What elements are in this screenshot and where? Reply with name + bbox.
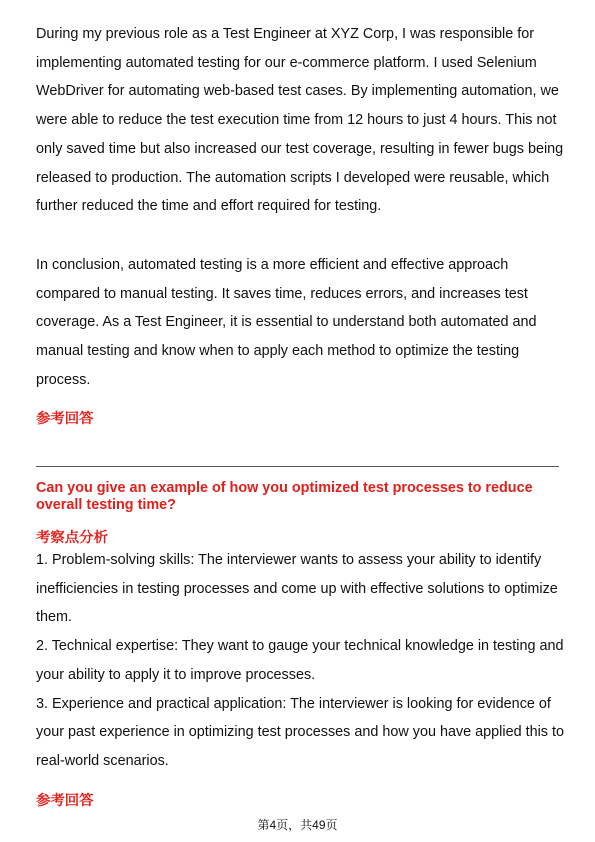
analysis-label: 考察点分析 (36, 530, 108, 546)
page-number-footer: 第4页，共49页 (257, 818, 338, 832)
analysis-points-list (36, 546, 566, 776)
reference-answer-label: 参考回答 (36, 793, 94, 809)
section-divider (36, 466, 559, 467)
analysis-point: 3. Experience and practical application: The interviewer is looking for evidence of your past experience in optimizing test processes and how you have applied this to real-world scenarios. (36, 695, 564, 769)
experience-paragraph: During my previous role as a Test Engineer at XYZ Corp, I was responsible for implementing automated testing for our e-commerce platform. I used Selenium WebDriver for automating web-based test cases. By implementing automation, we were able to reduce the test execution time from 12 hours to just 4 hours. This not only saved time but also increased our test coverage, resulting in fewer bugs being released to production. The automation scripts I developed were reusable, which further reduced the time and effort required for testing. (36, 26, 564, 215)
question-heading: Can you give an example of how you optimized test processes to reduce overall testing time? (36, 480, 533, 513)
analysis-point: 2. Technical expertise: They want to gauge your technical knowledge in testing and your ability to apply it to improve processes. (36, 638, 564, 683)
analysis-point: 1. Problem-solving skills: The interviewer wants to assess your ability to identify inefficiencies in testing processes and come up with effective solutions to optimize them. (36, 552, 558, 626)
reference-answer-label: 参考回答 (36, 411, 94, 427)
conclusion-paragraph: In conclusion, automated testing is a more efficient and effective approach compared to manual testing. It saves time, reduces errors, and increases test coverage. As a Test Engineer, it is essential to understand both automated and manual testing and know when to apply each method to optimize the testing process. (36, 257, 537, 388)
